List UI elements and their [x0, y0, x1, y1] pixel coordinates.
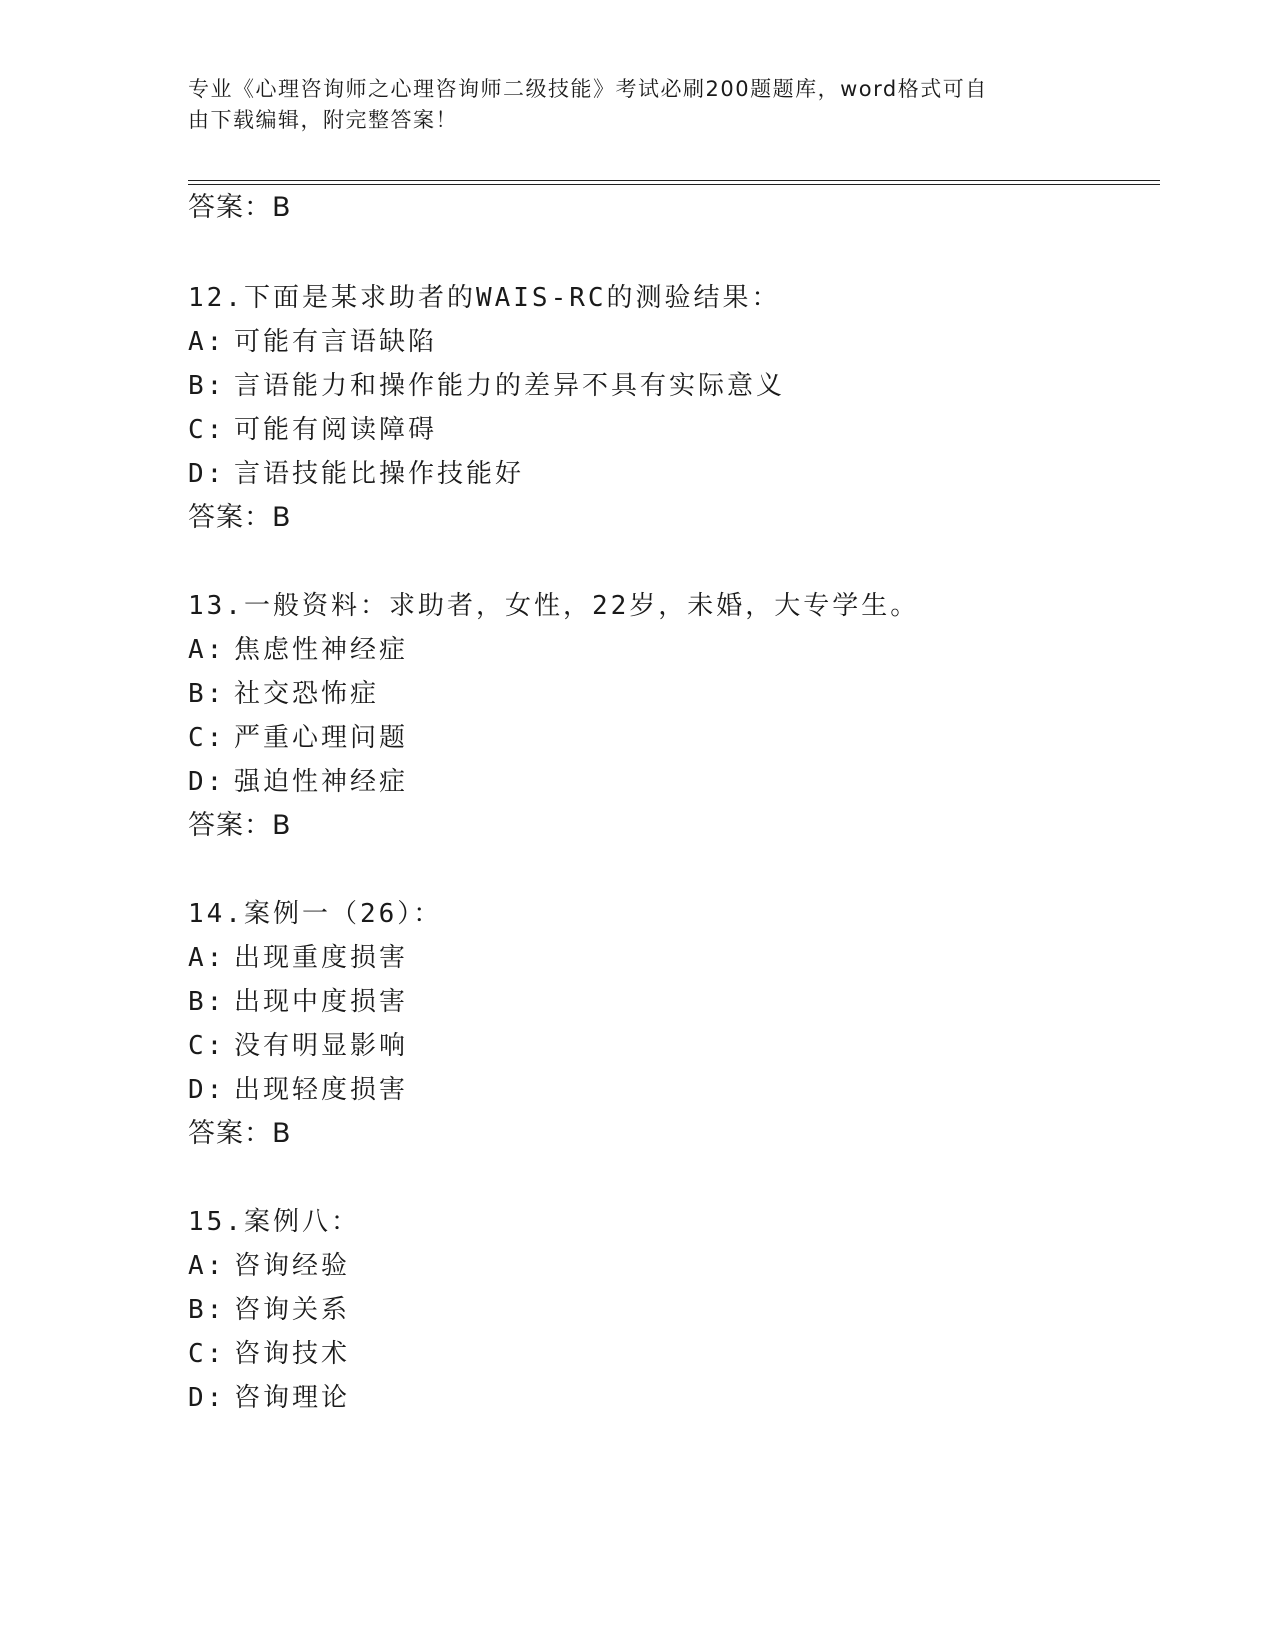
option-text: 言语能力和操作能力的差异不具有实际意义 — [234, 371, 786, 401]
header-line-2: 由下载编辑，附完整答案！ — [188, 108, 458, 132]
question-15-option-d — [188, 1381, 350, 1415]
option-letter: C: — [188, 415, 226, 445]
question-15-option-a — [188, 1249, 350, 1283]
option-text: 强迫性神经症 — [234, 767, 409, 797]
question-13-option-c — [188, 721, 408, 755]
option-text: 咨询经验 — [234, 1251, 351, 1281]
option-text: 咨询关系 — [234, 1295, 351, 1325]
option-text: 出现中度损害 — [234, 987, 409, 1017]
option-letter: A: — [188, 943, 226, 973]
option-letter: D: — [188, 767, 226, 797]
question-12-answer: 答案：B — [188, 502, 292, 533]
option-text: 焦虑性神经症 — [234, 635, 409, 665]
option-text: 没有明显影响 — [234, 1031, 409, 1061]
question-14-answer: 答案：B — [188, 1118, 292, 1149]
question-13-answer: 答案：B — [188, 810, 292, 841]
question-12-option-c — [188, 413, 437, 447]
option-letter: A: — [188, 327, 226, 357]
header-rule-top — [188, 180, 1160, 181]
question-14-option-a — [188, 941, 408, 975]
question-12-option-d — [188, 457, 524, 491]
option-letter: C: — [188, 1339, 226, 1369]
option-letter: B: — [188, 371, 226, 401]
question-14-option-d — [188, 1073, 408, 1107]
option-text: 咨询理论 — [234, 1383, 351, 1413]
question-15-option-c — [188, 1337, 350, 1371]
option-text: 社交恐怖症 — [234, 679, 380, 709]
question-15-title: 15.案例八： — [188, 1207, 360, 1237]
option-letter: A: — [188, 635, 226, 665]
option-text: 出现轻度损害 — [234, 1075, 409, 1105]
question-13-option-a — [188, 633, 408, 667]
option-letter: B: — [188, 987, 226, 1017]
option-text: 可能有阅读障碍 — [234, 415, 438, 445]
question-15-option-b — [188, 1293, 350, 1327]
header-line-1: 专业《心理咨询师之心理咨询师二级技能》考试必刷200题题库，word格式可自 — [188, 77, 988, 101]
option-letter: C: — [188, 1031, 226, 1061]
option-letter: D: — [188, 459, 226, 489]
option-text: 严重心理问题 — [234, 723, 409, 753]
option-letter: D: — [188, 1383, 226, 1413]
answer-previous: 答案：B — [188, 192, 292, 223]
question-12-option-a — [188, 325, 437, 359]
question-13-title: 13.一般资料：求助者，女性，22岁，未婚，大专学生。 — [188, 591, 920, 621]
option-letter: A: — [188, 1251, 226, 1281]
question-14-option-c — [188, 1029, 408, 1063]
option-letter: C: — [188, 723, 226, 753]
option-text: 咨询技术 — [234, 1339, 351, 1369]
option-letter: B: — [188, 1295, 226, 1325]
question-14-option-b — [188, 985, 408, 1019]
question-13-option-d — [188, 765, 408, 799]
option-text: 出现重度损害 — [234, 943, 409, 973]
question-12-option-b — [188, 369, 785, 403]
header-rule-bottom — [188, 184, 1160, 185]
option-letter: B: — [188, 679, 226, 709]
option-letter: D: — [188, 1075, 226, 1105]
document-header — [188, 74, 1088, 136]
option-text: 言语技能比操作技能好 — [234, 459, 525, 489]
question-12-title: 12.下面是某求助者的WAIS-RC的测验结果： — [188, 283, 781, 313]
option-text: 可能有言语缺陷 — [234, 327, 438, 357]
question-13-option-b — [188, 677, 379, 711]
question-14-title: 14.案例一（26）： — [188, 899, 443, 929]
